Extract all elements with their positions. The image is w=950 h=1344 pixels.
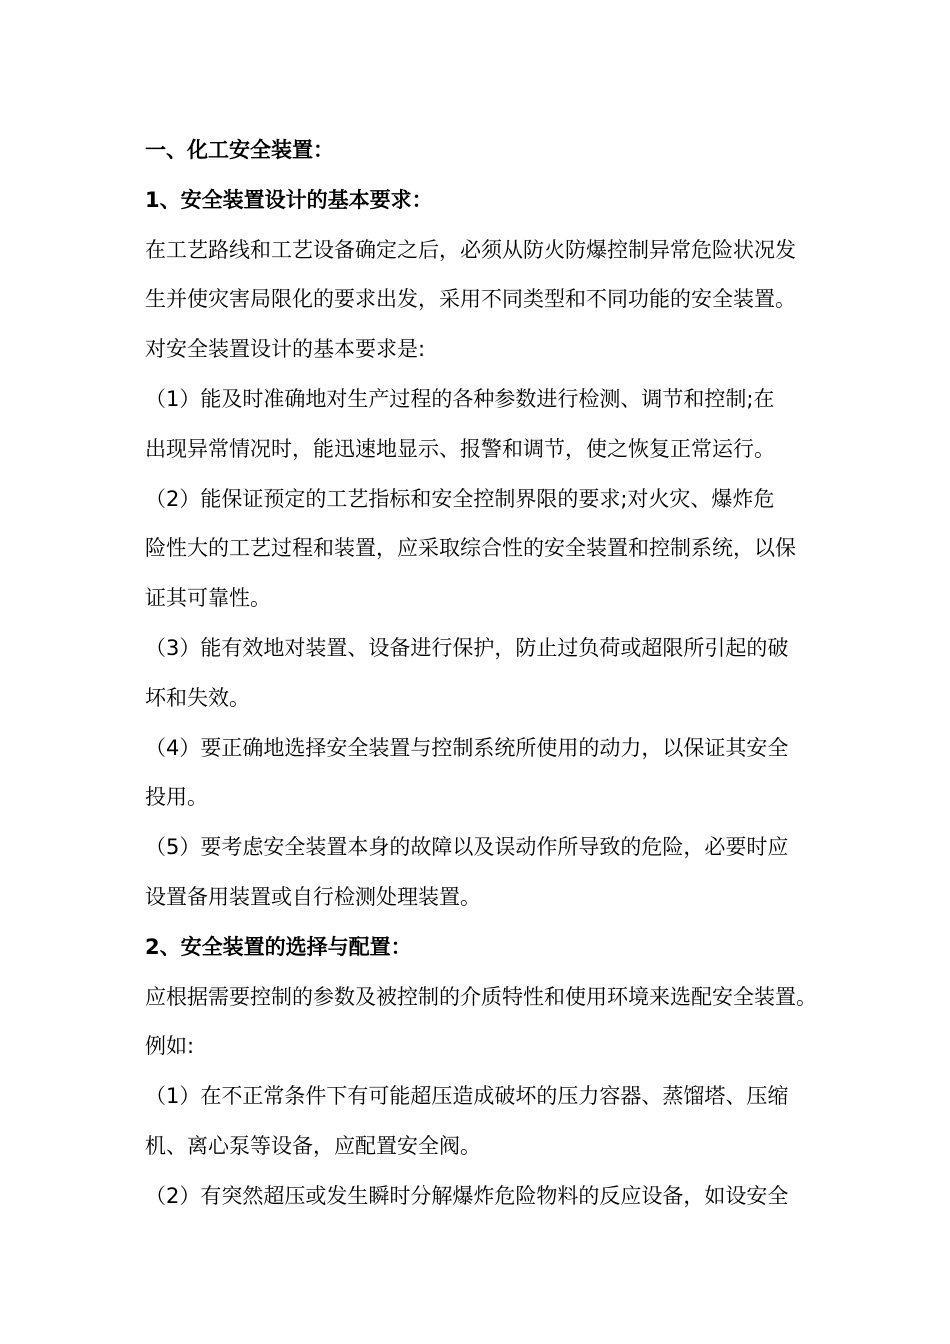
list-item-line: （5）要考虑安全装置本身的故障以及误动作所导致的危险，必要时应 — [145, 835, 789, 860]
document-body — [145, 126, 825, 1222]
list-item-line: 机、离心泵等设备，应配置安全阀。 — [145, 1133, 481, 1158]
subsection-heading: 1、安全装置设计的基本要求： — [145, 187, 433, 212]
list-item-line: 险性大的工艺过程和装置，应采取综合性的安全装置和控制系统，以保 — [145, 536, 796, 561]
section-heading: 一、化工安全装置： — [145, 138, 334, 162]
list-item-line: （4）要正确地选择安全装置与控制系统所使用的动力，以保证其安全 — [145, 735, 789, 760]
list-item-line: 证其可靠性。 — [145, 586, 271, 611]
subsection-heading: 2、安全装置的选择与配置： — [145, 934, 412, 959]
list-item-line: 出现异常情况时，能迅速地显示、报警和调节，使之恢复正常运行。 — [145, 436, 775, 461]
paragraph-line: 生并使灾害局限化的要求出发，采用不同类型和不同功能的安全装置。 — [145, 287, 796, 312]
list-item-line: 投用。 — [145, 785, 208, 810]
paragraph-line: 对安全装置设计的基本要求是: — [145, 337, 426, 362]
paragraph-line: 在工艺路线和工艺设备确定之后，必须从防火防爆控制异常危险状况发 — [145, 237, 796, 262]
paragraph-line: 应根据需要控制的参数及被控制的介质特性和使用环境来选配安全装置。 — [145, 984, 817, 1009]
list-item-line: （2）能保证预定的工艺指标和安全控制界限的要求;对火灾、爆炸危 — [145, 486, 775, 511]
paragraph-line: 例如: — [145, 1034, 195, 1059]
list-item-line: （1）在不正常条件下有可能超压造成破坏的压力容器、蒸馏塔、压缩 — [145, 1084, 789, 1109]
list-item-line: 坏和失效。 — [145, 685, 250, 710]
list-item-line: （2）有突然超压或发生瞬时分解爆炸危险物料的反应设备，如设安全 — [145, 1183, 789, 1208]
list-item-line: 设置备用装置或自行检测处理装置。 — [145, 884, 481, 909]
list-item-line: （1）能及时准确地对生产过程的各种参数进行检测、调节和控制;在 — [145, 386, 775, 411]
list-item-line: （3）能有效地对装置、设备进行保护，防止过负荷或超限所引起的破 — [145, 635, 789, 660]
